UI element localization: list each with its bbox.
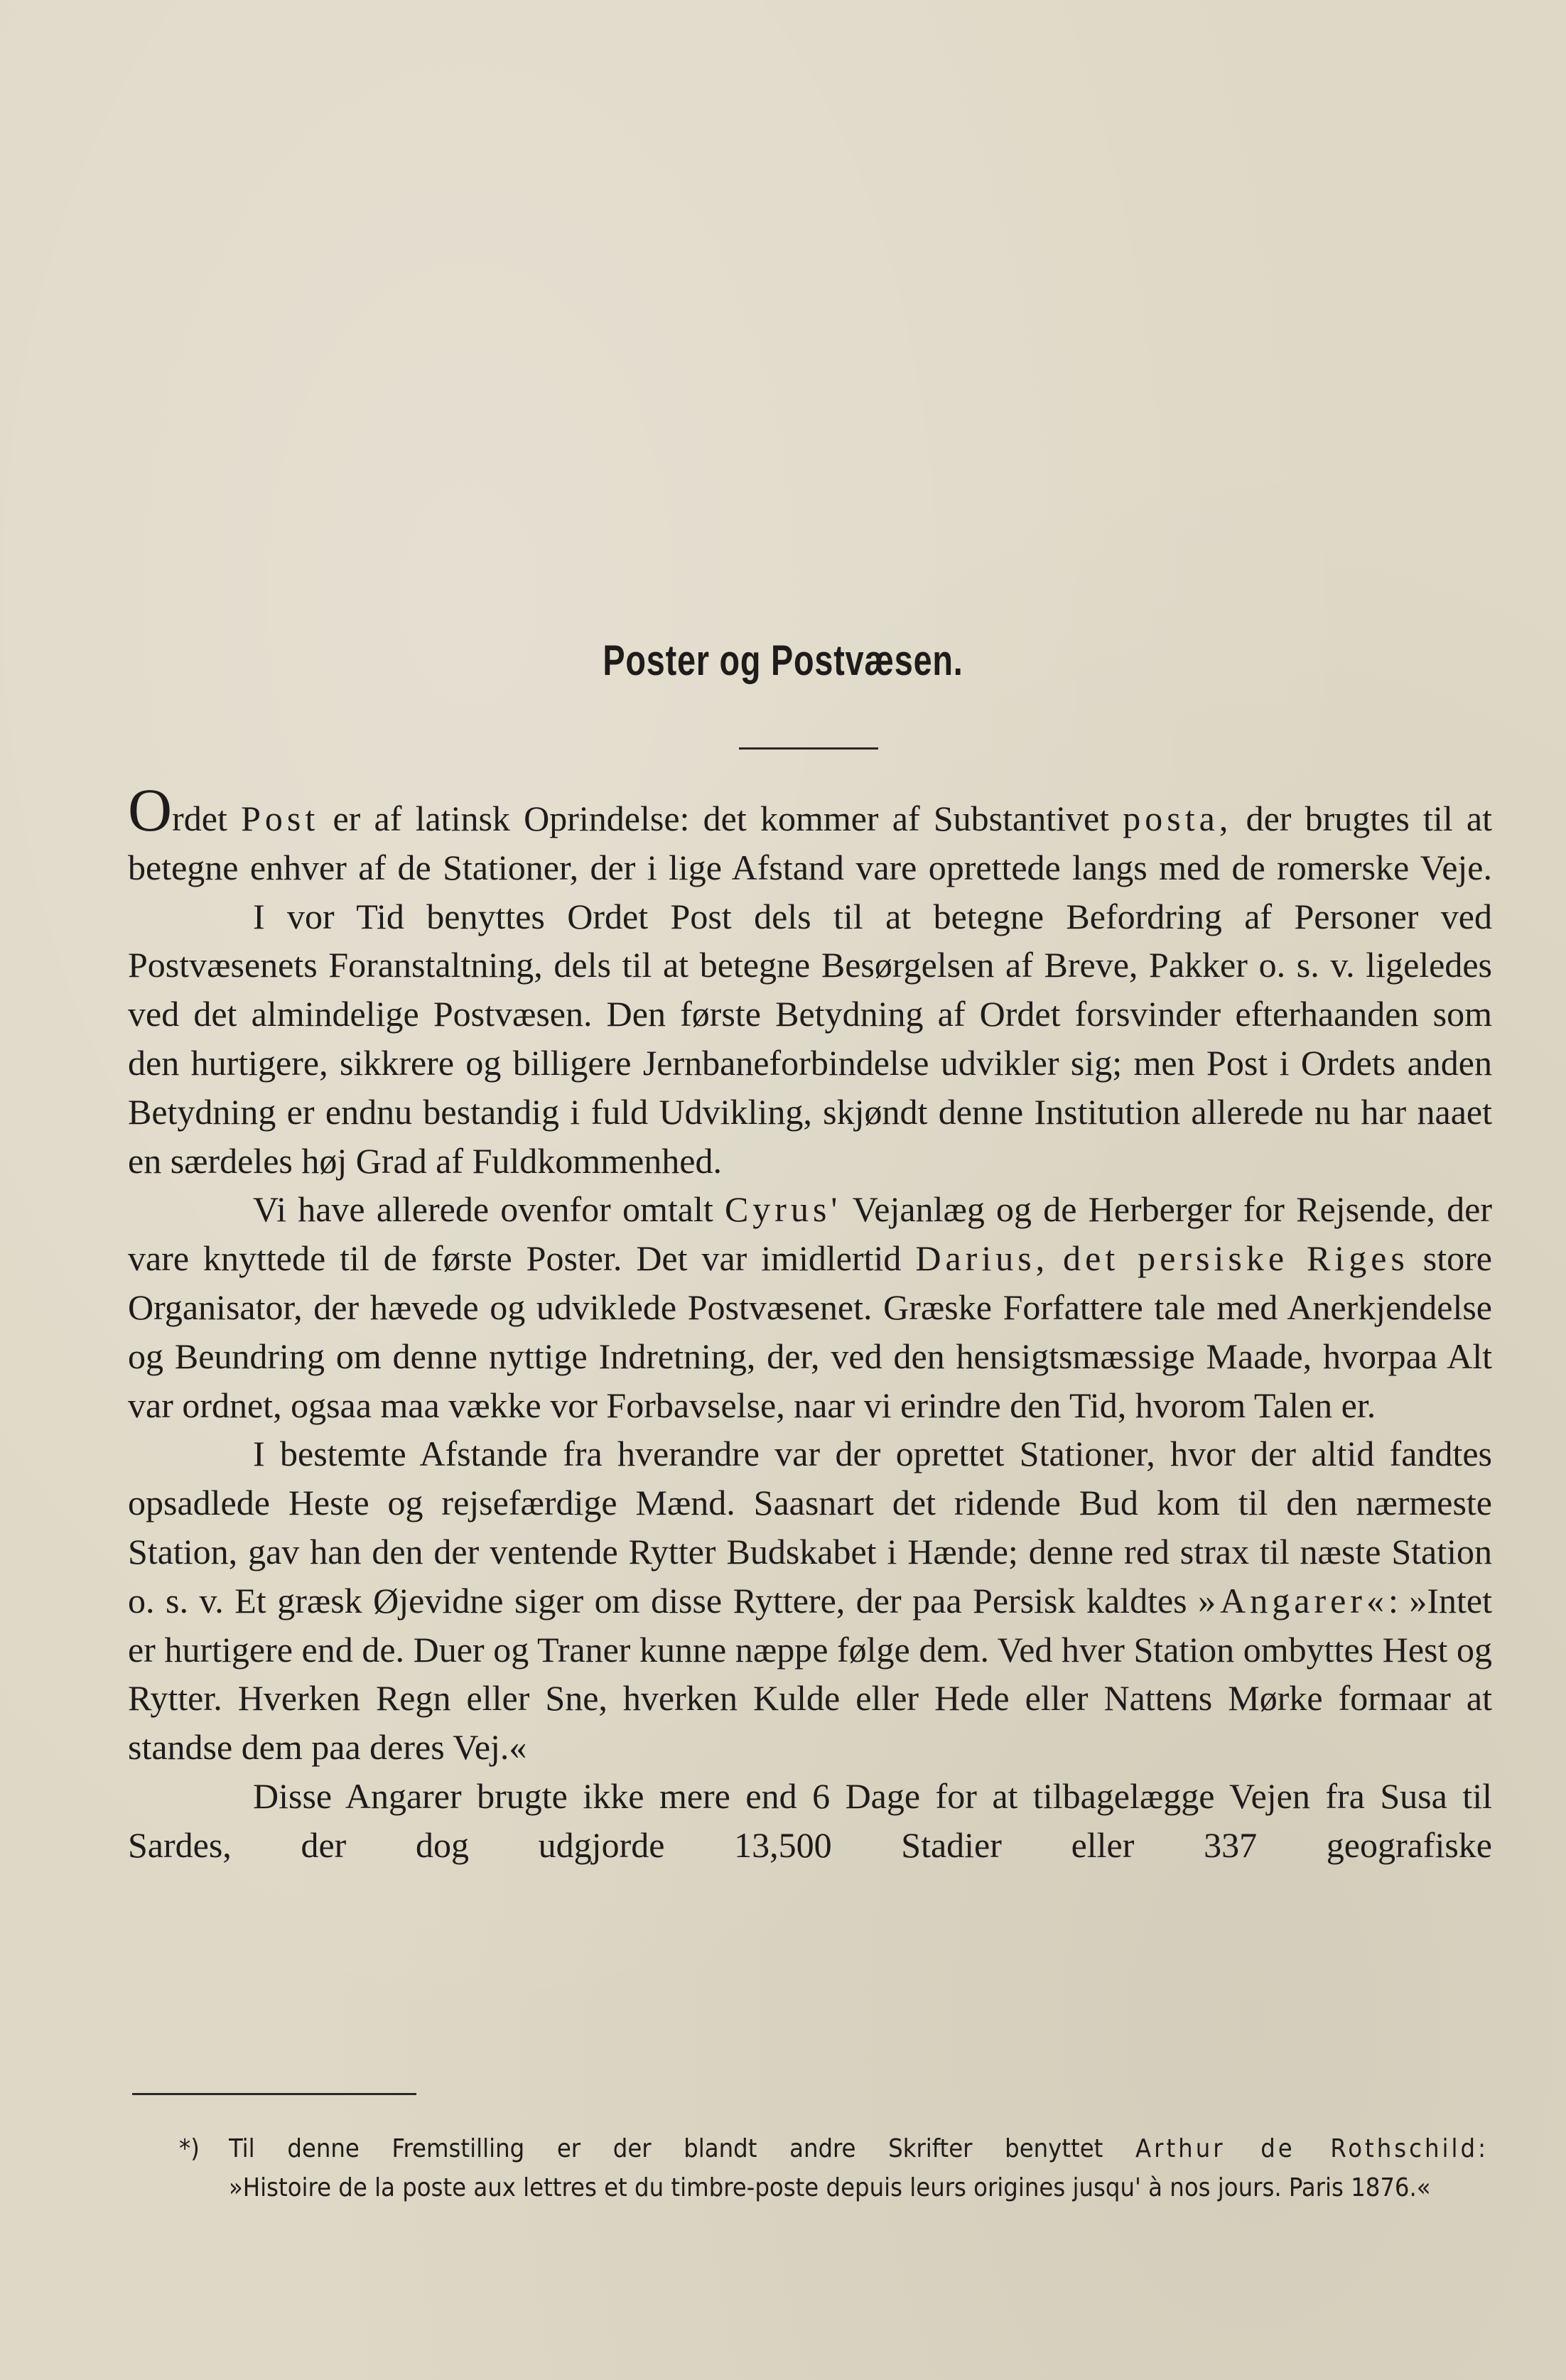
paragraph-1-part-1: rdet [172, 799, 242, 838]
footnote [181, 2129, 1489, 2207]
paragraph-1 [128, 776, 1493, 892]
paragraph-5: Disse Angarer brugte ikke mere end 6 Dage for at tilbagelægge Vejen fra Susa til Sardes, der dog udgjorde 13,500 Stadier eller 337 geografiske [128, 1775, 1492, 1865]
body-text [128, 776, 1493, 1870]
paragraph-3-part-3 [1049, 1238, 1063, 1278]
paragraph-2: I vor Tid benyttes Ordet Post dels til at betegne Befordring af Personer ved Postvæsenets Foranstaltning, dels til at betegne Besørgelsen af Breve, Pakker o. s. v. ligeledes ved det almindelige Postvæsen. Den første Betydning af Ordet forsvinder efterhaanden som den hurtigere, sikkrere og billigere Jernbaneforbindelse udvikler sig; men Post i Ordets anden Betydning er endnu bestandig i fuld Udvikling, skjøndt denne Institution allerede nu har naaet en særdeles høj Grad af Fuldkommenhed. [128, 896, 1492, 1181]
footnote-line-1-text: Til denne Fremstilling er der blandt andre Skrifter benyttet [229, 2134, 1136, 2163]
page-title: Poster og Postvæsen. [603, 637, 963, 684]
paragraph-1-part-2: er af latinsk Oprindelse: det kommer af Substantivet [319, 799, 1123, 838]
spaced-word-angarer: »Angarer« [1198, 1580, 1388, 1621]
spaced-word-posta: posta, [1123, 799, 1233, 838]
title-divider [739, 747, 878, 750]
paragraph-1-part-3: der brugtes til at betegne enhver af de Stationer, der i lige Afstand vare oprettede langs med de romerske Veje. [128, 799, 1493, 887]
footnote-author-name: Arthur de Rothschild: [1135, 2134, 1489, 2163]
paragraph-3 [128, 1185, 1492, 1429]
paragraph-3-part-4: store Organisator, der hævede og udviklede Postvæsenet. Græske Forfattere tale med Anerkjendelse og Beundring om denne nyttige Indretning, der, ved den hensigtsmæssige Maade, hvorpaa Alt var ordnet, ogsaa maa vække vor Forbavselse, naar vi erindre den Tid, hvorom Talen er. [128, 1238, 1492, 1425]
spaced-word-cyrus: Cyrus' [724, 1189, 842, 1230]
footnote-marker: *) [179, 2134, 200, 2163]
spaced-word-darius: Darius, [915, 1238, 1049, 1279]
show-through-line [135, 163, 1499, 205]
spaced-words-persian-empire: det persiske Riges [1063, 1238, 1409, 1279]
paragraph-4-part-1: I bestemte Afstande fra hverandre var der oprettet Stationer, hvor der altid fandtes opsadlede Heste og rejsefærdige Mænd. Saasnart det ridende Bud kom til den nærmeste Station, gav han den der ventende Rytter Budskabet i Hænde; denne red strax til næste Station o. s. v. Et græsk Øjevidne siger om disse Ryttere, der paa Persisk kaldtes [128, 1434, 1492, 1621]
paragraph-3-part-1: Vi have allerede ovenfor omtalt [253, 1189, 725, 1230]
spaced-word-post: Post [241, 799, 320, 838]
drop-cap: O [128, 776, 173, 844]
paragraph-4-part-2: : »Intet er hurtigere end de. Duer og Traner kunne næppe følge dem. Ved hver Station ombyttes Hest og Rytter. Hverken Regn eller Sne, hverken Kulde eller Hede eller Nattens Mørke formaar at standse dem paa deres Vej.« [128, 1580, 1492, 1768]
footnote-line-1 [181, 2129, 1489, 2168]
paragraph-3-part-2: Vejanlæg og de Herberger for Rejsende, der vare knyttede til de første Poster. Det var imidlertid [128, 1189, 1492, 1279]
footnote-divider [132, 2093, 416, 2095]
paragraph-4 [128, 1429, 1492, 1772]
footnote-citation: »Histoire de la poste aux lettres et du timbre-poste depuis leurs origines jusqu' à nos jours. Paris 1876.« [229, 2173, 1431, 2202]
